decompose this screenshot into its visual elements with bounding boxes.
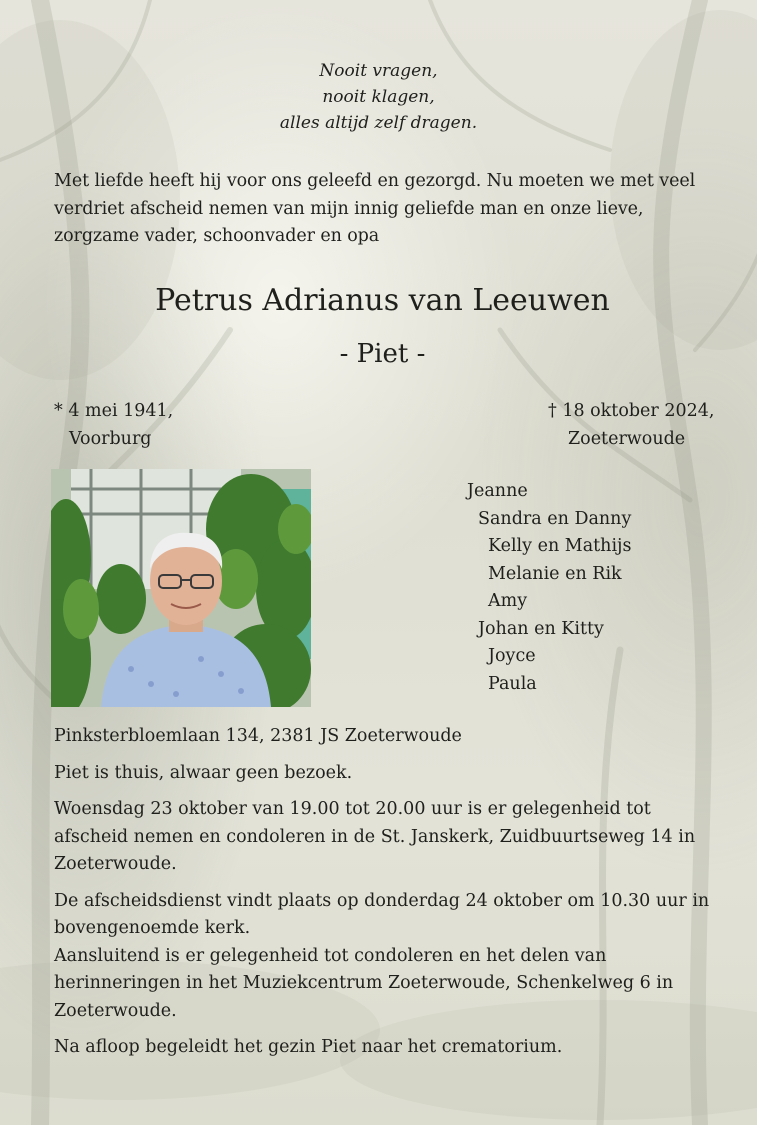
funeral-info [54, 723, 714, 1071]
intro-text: Met liefde heeft hij voor ons geleefd en gezorgd. Nu moeten we met veel verdriet afscheid nemen van mijn innig geliefde man en onze lieve, zorgzame vader, schoonvader en opa [54, 171, 696, 246]
poem-line: Nooit vragen, [319, 61, 438, 81]
family-member: Jeanne [467, 481, 528, 501]
family-member: Johan en Kitty [478, 618, 604, 639]
poem-line: alles altijd zelf dragen. [279, 113, 478, 133]
birth-date: * 4 mei 1941, [54, 401, 174, 421]
family-member: Sandra en Danny [478, 508, 632, 529]
family-member: Paula [488, 673, 537, 694]
visit-note: Piet is thuis, alwaar geen bezoek. [54, 762, 353, 783]
death-date: † 18 oktober 2024, [548, 401, 715, 421]
poem [0, 58, 757, 136]
condolence-note: Woensdag 23 oktober van 19.00 tot 20.00 uur is er gelegenheid tot afscheid nemen en condoleren in de St. Janskerk, Zuidbuurtseweg 14 in Zoeterwoude. [54, 799, 696, 874]
deceased-nickname: - Piet - [339, 339, 426, 369]
death-block [548, 398, 714, 453]
birth-block [54, 398, 173, 453]
closing-note: Na afloop begeleidt het gezin Piet naar het crematorium. [54, 1037, 563, 1057]
home-address: Pinksterbloemlaan 134, 2381 JS Zoeterwoude [54, 726, 462, 746]
birth-place: Voorburg [69, 428, 152, 449]
family-member: Kelly en Mathijs [488, 536, 632, 556]
poem-line: nooit klagen, [322, 87, 435, 107]
deceased-name: Petrus Adrianus van Leeuwen [155, 283, 610, 318]
death-place: Zoeterwoude [568, 428, 686, 449]
portrait-photo [51, 469, 311, 707]
family-list [467, 478, 631, 698]
family-member: Melanie en Rik [488, 563, 622, 584]
family-member: Amy [488, 591, 528, 611]
family-member: Joyce [488, 646, 536, 666]
reception-note: Aansluitend is er gelegenheid tot condoleren en het delen van herinneringen in het Muziekcentrum Zoeterwoude, Schenkelweg 6 in Zoeterwoude. [54, 945, 674, 1021]
service-note: De afscheidsdienst vindt plaats op donderdag 24 oktober om 10.30 uur in bovengenoemde kerk. [54, 890, 710, 938]
